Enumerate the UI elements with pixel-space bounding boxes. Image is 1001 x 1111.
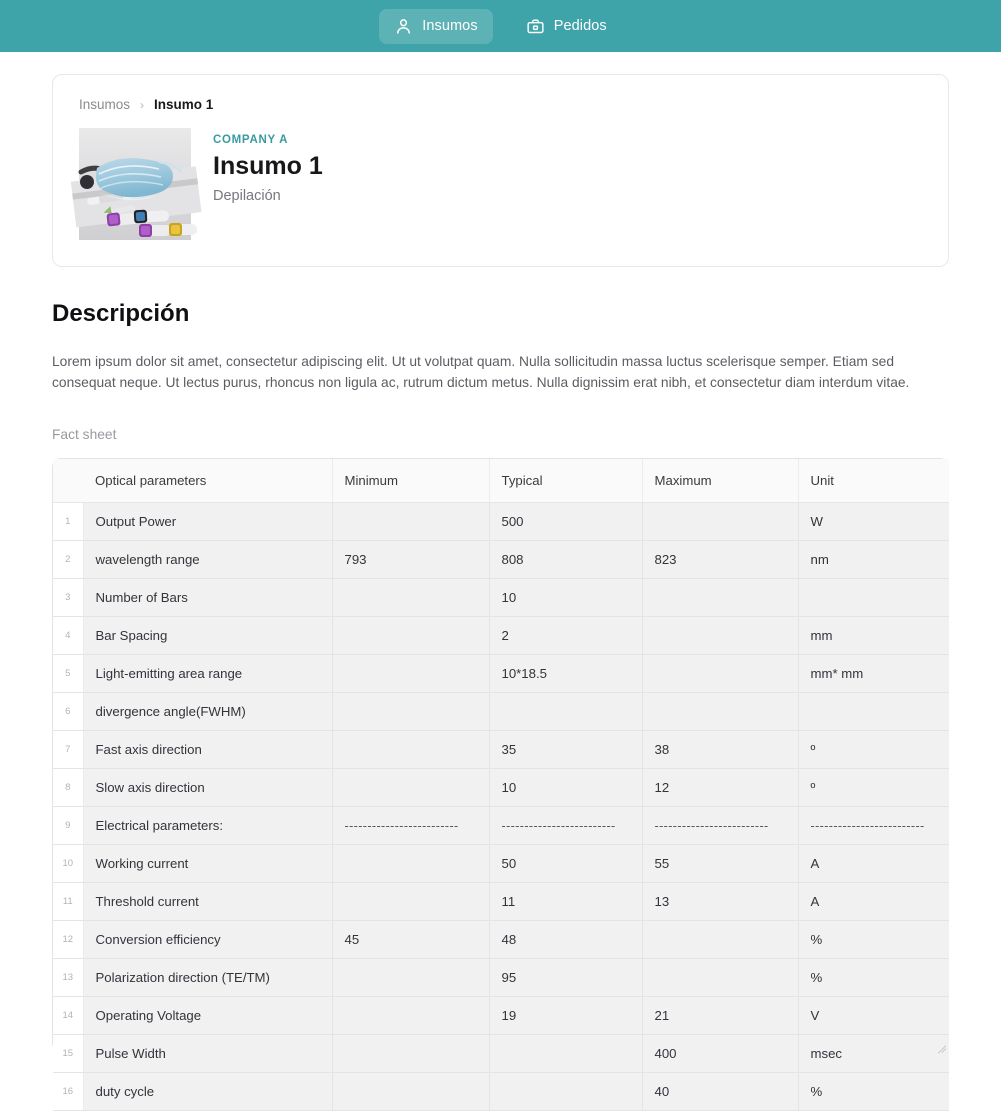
cell-minimum (332, 730, 489, 768)
row-index: 7 (53, 730, 83, 768)
table-row (53, 1034, 949, 1072)
column-header-index (53, 459, 83, 503)
page-content (0, 74, 1001, 1099)
cell-minimum (332, 996, 489, 1034)
cell-minimum (332, 616, 489, 654)
cell-parameter-name: Light-emitting area range (83, 654, 332, 692)
column-header-optical-parameters: Optical parameters (83, 459, 332, 503)
cell-unit: % (798, 1072, 949, 1110)
cell-unit: % (798, 920, 949, 958)
product-meta (213, 128, 323, 204)
cell-typical (489, 1072, 642, 1110)
cell-typical (489, 1034, 642, 1072)
table-row (53, 996, 949, 1034)
briefcase-icon (526, 17, 545, 36)
table-row (53, 958, 949, 996)
cell-parameter-name: Working current (83, 844, 332, 882)
cell-unit: mm* mm (798, 654, 949, 692)
product-image-artwork (79, 128, 191, 240)
table-row (53, 844, 949, 882)
row-index: 16 (53, 1072, 83, 1110)
cell-unit: º (798, 730, 949, 768)
cell-typical: 808 (489, 540, 642, 578)
cell-minimum (332, 882, 489, 920)
cell-unit (798, 578, 949, 616)
cell-unit: A (798, 844, 949, 882)
cell-maximum: 823 (642, 540, 798, 578)
nav-item-insumos-label: Insumos (422, 17, 478, 34)
factsheet-label: Fact sheet (52, 426, 117, 442)
table-header-row (53, 459, 949, 503)
cell-typical: 95 (489, 958, 642, 996)
cell-maximum (642, 654, 798, 692)
cell-parameter-name: duty cycle (83, 1072, 332, 1110)
cell-parameter-name: Polarization direction (TE/TM) (83, 958, 332, 996)
column-header-unit: Unit (798, 459, 949, 503)
nav-item-pedidos[interactable] (511, 9, 622, 44)
cell-parameter-name: Fast axis direction (83, 730, 332, 768)
product-category: Depilación (213, 187, 281, 204)
cell-unit: º (798, 768, 949, 806)
cell-unit: % (798, 958, 949, 996)
cell-minimum (332, 692, 489, 730)
cell-parameter-name: Threshold current (83, 882, 332, 920)
row-index: 3 (53, 578, 83, 616)
cell-minimum (332, 1072, 489, 1110)
cell-typical: 500 (489, 502, 642, 540)
factsheet-table-head (53, 459, 949, 503)
cell-parameter-name: Operating Voltage (83, 996, 332, 1034)
cell-unit: mm (798, 616, 949, 654)
row-index: 1 (53, 502, 83, 540)
factsheet-table-body (53, 502, 949, 1110)
top-navigation-bar (0, 0, 1001, 52)
product-company: COMPANY A (213, 134, 289, 146)
row-index: 10 (53, 844, 83, 882)
cell-unit: msec (798, 1034, 949, 1072)
row-index: 8 (53, 768, 83, 806)
cell-minimum (332, 1034, 489, 1072)
cell-maximum (642, 578, 798, 616)
cell-typical: ------------------------- (489, 806, 642, 844)
cell-maximum: 40 (642, 1072, 798, 1110)
cell-parameter-name: Electrical parameters: (83, 806, 332, 844)
cell-maximum: 13 (642, 882, 798, 920)
table-row (53, 806, 949, 844)
row-index: 9 (53, 806, 83, 844)
cell-minimum (332, 958, 489, 996)
cell-typical: 19 (489, 996, 642, 1034)
product-thumbnail (79, 128, 191, 240)
factsheet-table-container (52, 458, 949, 1099)
cell-maximum: 55 (642, 844, 798, 882)
cell-maximum (642, 920, 798, 958)
breadcrumb-current: Insumo 1 (154, 97, 214, 112)
column-header-minimum: Minimum (332, 459, 489, 503)
row-index: 2 (53, 540, 83, 578)
resize-handle[interactable] (933, 1036, 946, 1049)
cell-minimum (332, 502, 489, 540)
cell-parameter-name: Conversion efficiency (83, 920, 332, 958)
factsheet-table (53, 459, 949, 1111)
description-body: Lorem ipsum dolor sit amet, consectetur adipiscing elit. Ut ut volutpat quam. Nulla sollicitudin massa luctus scelerisque semper. Etiam sed consequat neque. Ut lectus purus, rhoncus non ligula ac, rutrum dictum metus. Nulla dignissim erat nibh, et consectetur diam interdum vitae. (52, 354, 910, 391)
cell-parameter-name: wavelength range (83, 540, 332, 578)
cell-maximum: 21 (642, 996, 798, 1034)
cell-unit: nm (798, 540, 949, 578)
cell-maximum (642, 692, 798, 730)
cell-typical: 11 (489, 882, 642, 920)
table-row (53, 730, 949, 768)
product-summary-card (52, 74, 949, 267)
cell-unit: W (798, 502, 949, 540)
cell-typical (489, 692, 642, 730)
table-row (53, 616, 949, 654)
column-header-maximum: Maximum (642, 459, 798, 503)
nav-item-pedidos-label: Pedidos (553, 17, 607, 34)
row-index: 5 (53, 654, 83, 692)
cell-parameter-name: Number of Bars (83, 578, 332, 616)
cell-maximum: ------------------------- (642, 806, 798, 844)
cell-maximum (642, 958, 798, 996)
cell-parameter-name: Output Power (83, 502, 332, 540)
cell-minimum: 793 (332, 540, 489, 578)
breadcrumb-link-insumos[interactable]: Insumos (79, 97, 131, 112)
cell-minimum: ------------------------- (332, 806, 489, 844)
cell-parameter-name: divergence angle(FWHM) (83, 692, 332, 730)
cell-typical: 10*18.5 (489, 654, 642, 692)
column-header-typical: Typical (489, 459, 642, 503)
factsheet-table-scroll[interactable] (53, 459, 948, 1099)
breadcrumb (79, 97, 922, 112)
row-index: 12 (53, 920, 83, 958)
cell-minimum: 45 (332, 920, 489, 958)
row-index: 14 (53, 996, 83, 1034)
table-row (53, 920, 949, 958)
table-row (53, 882, 949, 920)
table-row (53, 578, 949, 616)
table-row (53, 540, 949, 578)
cell-maximum (642, 502, 798, 540)
cell-typical: 10 (489, 578, 642, 616)
row-index: 6 (53, 692, 83, 730)
description-heading: Descripción (52, 300, 190, 327)
cell-minimum (332, 844, 489, 882)
user-icon (394, 17, 413, 36)
cell-typical: 48 (489, 920, 642, 958)
table-row (53, 768, 949, 806)
table-row (53, 1072, 949, 1110)
cell-unit: ------------------------- (798, 806, 949, 844)
cell-parameter-name: Slow axis direction (83, 768, 332, 806)
cell-typical: 35 (489, 730, 642, 768)
table-row (53, 502, 949, 540)
cell-typical: 10 (489, 768, 642, 806)
cell-minimum (332, 768, 489, 806)
chevron-right-icon: › (140, 97, 145, 112)
cell-maximum: 38 (642, 730, 798, 768)
row-index: 13 (53, 958, 83, 996)
cell-unit: A (798, 882, 949, 920)
cell-unit: V (798, 996, 949, 1034)
cell-parameter-name: Bar Spacing (83, 616, 332, 654)
nav-item-insumos[interactable] (379, 9, 493, 44)
table-row (53, 692, 949, 730)
row-index: 11 (53, 882, 83, 920)
cell-typical: 2 (489, 616, 642, 654)
cell-maximum (642, 616, 798, 654)
cell-unit (798, 692, 949, 730)
cell-parameter-name: Pulse Width (83, 1034, 332, 1072)
cell-minimum (332, 578, 489, 616)
cell-minimum (332, 654, 489, 692)
cell-maximum: 12 (642, 768, 798, 806)
table-row (53, 654, 949, 692)
row-index: 4 (53, 616, 83, 654)
row-index: 15 (53, 1034, 83, 1072)
page-title: Insumo 1 (213, 152, 323, 180)
cell-maximum: 400 (642, 1034, 798, 1072)
cell-typical: 50 (489, 844, 642, 882)
